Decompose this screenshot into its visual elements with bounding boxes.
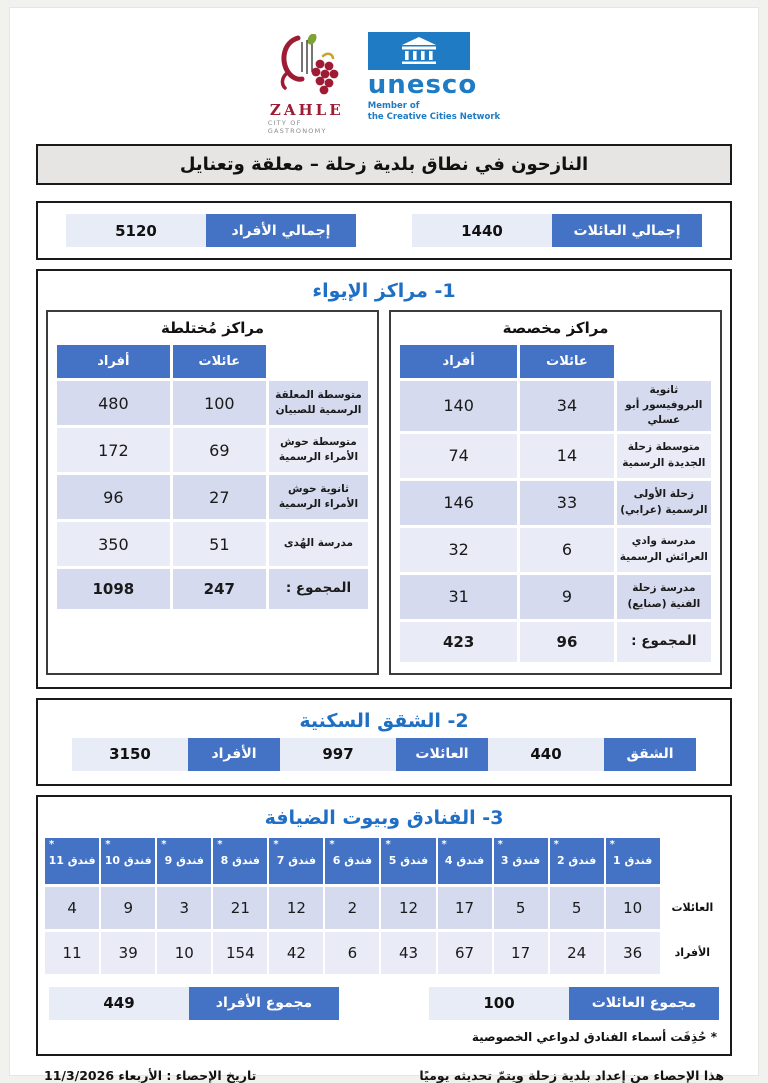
hotels-total-individuals-pair [49,987,339,1020]
shelter-tables [46,310,722,675]
families-count: 9 [101,887,155,929]
individuals-count: 17 [494,932,548,974]
zahle-gastronomy-icon [268,34,346,100]
total-individuals-pair [66,214,356,247]
apartments-value: 440 [488,738,604,771]
corner-cell [662,838,723,884]
individuals-count: 67 [438,932,492,974]
center-name: مدرسة الهُدى [269,522,368,566]
hotel-column-header: * فندق 2 [550,838,604,884]
individuals-count: 10 [157,932,211,974]
families-count: 69 [173,428,266,472]
total-families-label: إجمالي العائلات [552,214,702,247]
individuals-pair [72,738,280,771]
individuals-count: 172 [57,428,170,472]
corner-cell [269,345,368,378]
privacy-footnote: * حُذِفَت أسماء الفنادق لدواعي الخصوصية [471,1029,717,1044]
total-label: المجموع : [617,622,711,662]
families-count: 51 [173,522,266,566]
families-column-header: عائلات [173,345,266,378]
total-families-value: 1440 [412,214,552,247]
individuals-value: 3150 [72,738,188,771]
individuals-count: 31 [400,575,517,619]
hotels-total-families-pair [429,987,719,1020]
unesco-logo [368,30,500,124]
hotel-column-header: * فندق 5 [381,838,435,884]
families-count: 14 [520,434,613,478]
families-count: 34 [520,381,613,431]
dedicated-centers-table [397,342,714,665]
individuals-count: 480 [57,381,170,425]
section3-heading: 3- الفنادق وبيوت الضيافة [264,806,504,829]
individuals-count: 6 [325,932,379,974]
center-name: متوسطة المعلقة الرسمية للصبيان [269,381,368,425]
families-count: 10 [606,887,660,929]
unesco-member-text: Member of the Creative Cities Network [367,101,501,123]
families-count: 33 [520,481,613,525]
table-row [57,381,368,425]
table-row [400,381,711,431]
table-row [400,481,711,525]
families-count: 9 [520,575,613,619]
hotels-total-individuals-label: مجموع الأفراد [189,987,339,1020]
hotel-column-header: * فندق 1 [606,838,660,884]
individuals-count: 154 [213,932,267,974]
hotels-totals-row [43,977,725,1020]
families-count: 12 [381,887,435,929]
families-count: 6 [520,528,613,572]
mixed-centers-box [46,310,379,675]
individuals-count: 140 [400,381,517,431]
mixed-centers-title: مراكز مُختلطة [160,319,265,337]
unesco-temple-icon [368,32,470,70]
hotels-families-row [45,887,723,929]
hotel-column-header: * فندق 11 [45,838,99,884]
apartments-label: الشقق [604,738,696,771]
table-row [57,522,368,566]
total-individuals-value: 5120 [66,214,206,247]
hotels-total-individuals-value: 449 [49,987,189,1020]
hotels-total-families-label: مجموع العائلات [569,987,719,1020]
total-individuals-label: إجمالي الأفراد [206,214,356,247]
families-pair [280,738,488,771]
section1-heading: 1- مراكز الإيواء [312,280,456,302]
individuals-count: 36 [606,932,660,974]
individuals-count: 74 [400,434,517,478]
center-name: متوسطة زحلة الجديدة الرسمية [617,434,711,478]
families-count: 100 [173,381,266,425]
center-name: مدرسة زحلة الفنية (صنايع) [617,575,711,619]
hotel-column-header: * فندق 6 [325,838,379,884]
unesco-wordmark: unesco [367,70,478,100]
center-name: متوسطة حوش الأمراء الرسمية [269,428,368,472]
hotel-column-header: * فندق 7 [269,838,323,884]
center-name: مدرسة وادي العرائش الرسمية [617,528,711,572]
families-count: 21 [213,887,267,929]
center-name: ثانوية حوش الأمراء الرسمية [269,475,368,519]
families-count: 12 [269,887,323,929]
hotel-column-header: * فندق 3 [494,838,548,884]
mixed-centers-table [54,342,371,612]
section-hotels [36,795,732,1056]
footer-date-text: تاريخ الإحصاء : الأربعاء 11/3/2026 [44,1067,257,1083]
individuals-count: 11 [45,932,99,974]
families-count: 4 [45,887,99,929]
families-label: العائلات [396,738,488,771]
zahle-logo-subtitle: CITY OF GASTRONOMY [267,119,327,136]
table-row [400,434,711,478]
families-count: 5 [550,887,604,929]
apartments-pair [488,738,696,771]
individuals-column-header: أفراد [57,345,170,378]
section-shelter-centers [36,269,732,689]
hotel-column-header: * فندق 9 [157,838,211,884]
families-count: 2 [325,887,379,929]
families-count: 3 [157,887,211,929]
apartments-stats-row [46,736,722,771]
table-row [400,528,711,572]
families-count: 5 [494,887,548,929]
individuals-count: 350 [57,522,170,566]
total-individuals: 423 [400,622,517,662]
hotels-table [43,835,725,977]
row-label-families: العائلات [662,887,723,929]
table-header-row [400,345,711,378]
individuals-count: 146 [400,481,517,525]
corner-cell [617,345,711,378]
hotels-total-families-value: 100 [429,987,569,1020]
document-page [9,7,759,1083]
individuals-count: 42 [269,932,323,974]
header-logos [36,30,732,134]
families-column-header: عائلات [520,345,613,378]
hotel-column-header: * فندق 4 [438,838,492,884]
families-count: 27 [173,475,266,519]
families-count: 17 [438,887,492,929]
table-row [57,428,368,472]
total-individuals: 1098 [57,569,170,609]
individuals-column-header: أفراد [400,345,517,378]
hotel-column-header: * فندق 8 [213,838,267,884]
section-apartments [36,698,732,786]
page-footer [36,1056,732,1083]
individuals-label: الأفراد [188,738,280,771]
zahle-logo [268,30,346,135]
dedicated-centers-box [389,310,722,675]
grand-totals-bar [36,201,732,260]
table-total-row [57,569,368,609]
total-families: 96 [520,622,613,662]
individuals-count: 32 [400,528,517,572]
total-label: المجموع : [269,569,368,609]
table-total-row [400,622,711,662]
individuals-count: 96 [57,475,170,519]
total-families-pair [412,214,702,247]
section2-heading: 2- الشقق السكنية [299,709,469,732]
center-name: زحلة الأولى الرسمية (عرابي) [617,481,711,525]
hotel-column-header: * فندق 10 [101,838,155,884]
individuals-count: 39 [101,932,155,974]
hotels-header-row [45,838,723,884]
families-value: 997 [280,738,396,771]
individuals-count: 24 [550,932,604,974]
footer-source-text: هذا الإحصاء من إعداد بلدية زحلة ويتمّ تحديثه يوميًا [419,1067,724,1083]
individuals-count: 43 [381,932,435,974]
total-families: 247 [173,569,266,609]
table-header-row [57,345,368,378]
page-title: النازحون في نطاق بلدية زحلة – معلقة وتعنايل [36,144,732,185]
dedicated-centers-title: مراكز مخصصة [502,319,609,337]
center-name: ثانوية البروفيسور أبو عسلي [617,381,711,431]
zahle-logo-title: ZAHLE [269,101,344,119]
row-label-individuals: الأفراد [662,932,723,974]
table-row [57,475,368,519]
table-row [400,575,711,619]
hotels-individuals-row [45,932,723,974]
